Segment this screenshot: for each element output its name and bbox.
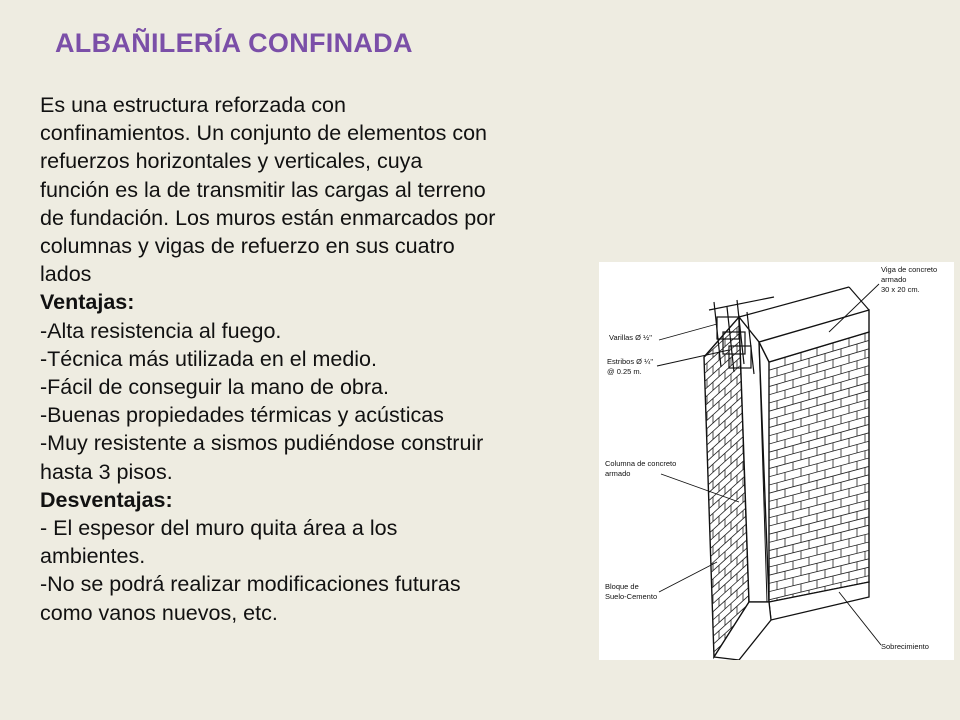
paragraph-line-3: refuerzos horizontales y verticales, cuya <box>40 149 423 174</box>
desventajas-item-1: - El espesor del muro quita área a los <box>40 516 398 541</box>
ventajas-item-5: -Muy resistente a sismos pudiéndose construir <box>40 431 484 456</box>
paragraph-line-2: confinamientos. Un conjunto de elementos con <box>40 121 487 146</box>
slide-title: ALBAÑILERÍA CONFINADA <box>55 28 413 58</box>
label-viga: Viga de concreto <box>881 265 938 274</box>
ventajas-item-2: -Técnica más utilizada en el medio. <box>40 346 377 371</box>
desventajas-item-2: ambientes. <box>40 544 146 569</box>
ventajas-item-4: -Buenas propiedades térmicas y acústicas <box>40 403 444 428</box>
ventajas-item-3: -Fácil de conseguir la mano de obra. <box>40 375 389 400</box>
label-estribos: Estribos Ø ¼" <box>607 357 654 366</box>
body-text <box>40 91 620 627</box>
diagram-svg <box>599 262 954 660</box>
confined-masonry-diagram <box>599 262 954 660</box>
right-brick-wall <box>769 332 869 606</box>
label-viga-2: armado <box>881 275 907 284</box>
label-bloque-2: Suelo-Cemento <box>605 592 658 601</box>
desventajas-heading: Desventajas: <box>40 487 173 512</box>
label-bloque: Bloque de <box>605 582 639 591</box>
ventajas-heading: Ventajas: <box>40 290 135 315</box>
desventajas-item-4: como vanos nuevos, etc. <box>40 600 278 625</box>
label-sobrecimiento: Sobrecimiento <box>881 642 929 651</box>
paragraph-line-1: Es una estructura reforzada con <box>40 93 346 117</box>
paragraph-line-7: lados <box>40 262 92 287</box>
paragraph-line-5: de fundación. Los muros están enmarcados por <box>40 205 496 230</box>
label-estribos-2: @ 0.25 m. <box>607 367 642 376</box>
desventajas-item-3: -No se podrá realizar modificaciones futuras <box>40 572 461 597</box>
label-varillas: Varillas Ø ½" <box>609 333 652 342</box>
paragraph-line-6: columnas y vigas de refuerzo en sus cuatro <box>40 234 455 259</box>
label-viga-3: 30 x 20 cm. <box>881 285 920 294</box>
ventajas-item-1: -Alta resistencia al fuego. <box>40 318 282 343</box>
ventajas-item-6: hasta 3 pisos. <box>40 459 173 484</box>
label-columna: Columna de concreto <box>605 459 677 468</box>
paragraph-line-4: función es la de transmitir las cargas al terreno <box>40 177 486 202</box>
label-columna-2: armado <box>605 469 631 478</box>
